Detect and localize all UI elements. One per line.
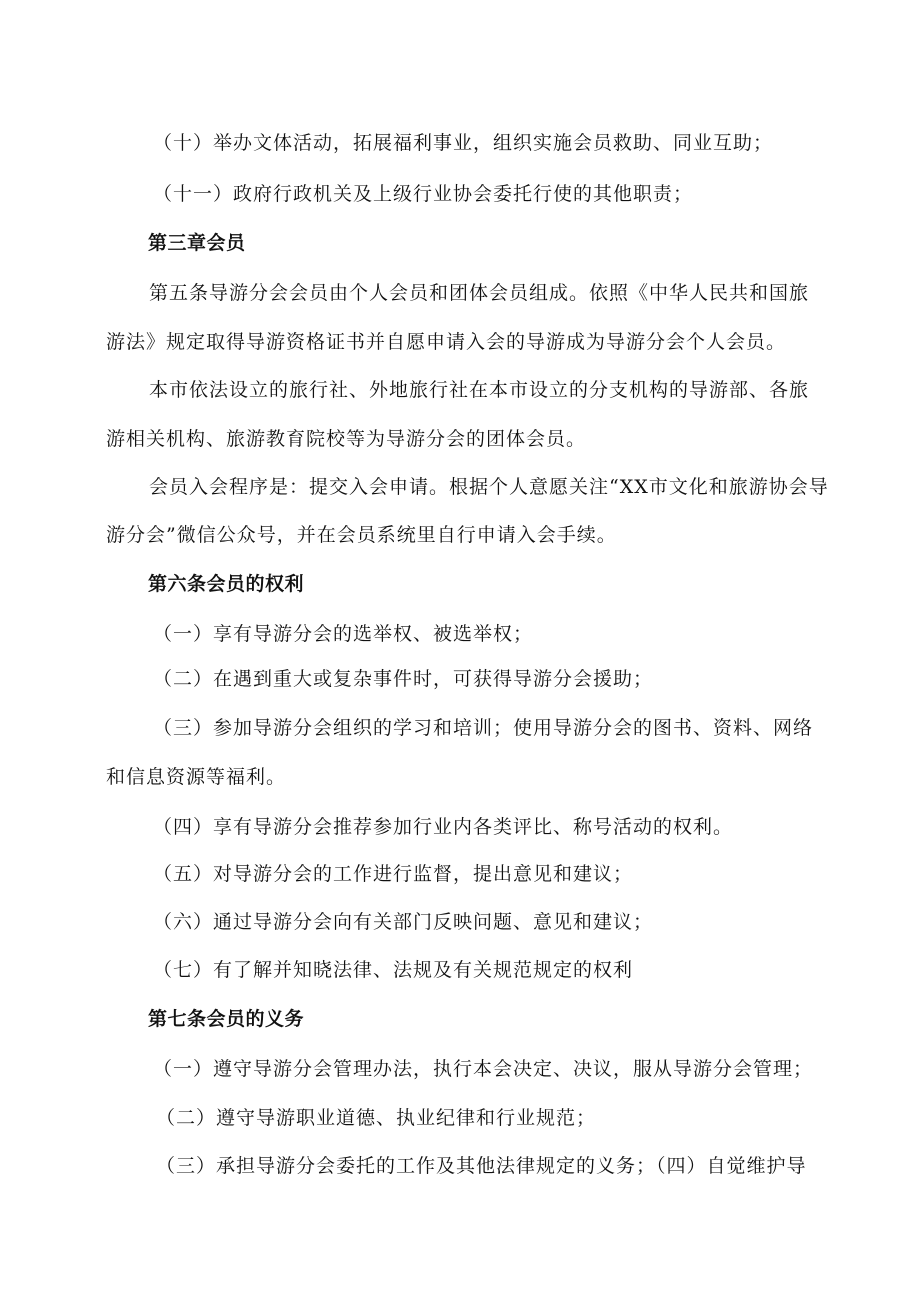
article-5-line-1: 第五条导游分会会员由个人会员和团体会员组成。依照《中华人民共和国旅 bbox=[149, 282, 810, 304]
right-7: （七）有了解并知晓法律、法规及有关规范规定的权利 bbox=[153, 959, 634, 981]
duty-1: （一）遵守导游分会管理办法，执行本会决定、决议，服从导游分会管理； bbox=[153, 1058, 814, 1080]
duty-3: （三）承担导游分会委托的工作及其他法律规定的义务；（四）自觉维护导 bbox=[156, 1155, 807, 1177]
right-3-line-1: （三）参加导游分会组织的学习和培训；使用导游分会的图书、资料、网络 bbox=[153, 717, 814, 739]
paragraph-application-line-1: 会员入会程序是：提交入会申请。根据个人意愿关注“XX市文化和旅游协会导 bbox=[149, 476, 829, 498]
paragraph-application-line-2: 游分会”微信公众号，并在会员系统里自行申请入会手续。 bbox=[106, 524, 617, 546]
duty-2: （二）遵守导游职业道德、执业纪律和行业规范； bbox=[156, 1107, 597, 1129]
paragraph-group-members-line-2: 游相关机构、旅游教育院校等为导游分会的团体会员。 bbox=[106, 428, 587, 450]
clause-10: （十）举办文体活动，拓展福利事业，组织实施会员救助、同业互助； bbox=[153, 132, 774, 154]
chapter-heading: 第三章会员 bbox=[148, 232, 246, 254]
article-5-line-2: 游法》规定取得导游资格证书并自愿申请入会的导游成为导游分会个人会员。 bbox=[106, 331, 787, 353]
right-3-line-2: 和信息资源等福利。 bbox=[106, 766, 287, 788]
right-1: （一）享有导游分会的选举权、被选举权； bbox=[153, 623, 534, 645]
paragraph-group-members-line-1: 本市依法设立的旅行社、外地旅行社在本市设立的分支机构的导游部、各旅 bbox=[149, 379, 810, 401]
article-6-heading: 第六条会员的权利 bbox=[148, 573, 305, 595]
clause-11: （十一）政府行政机关及上级行业协会委托行使的其他职责； bbox=[153, 183, 694, 205]
right-5: （五）对导游分会的工作进行监督，提出意见和建议； bbox=[153, 863, 634, 885]
right-6: （六）通过导游分会向有关部门反映问题、意见和建议； bbox=[153, 911, 654, 933]
right-4: （四）享有导游分会推荐参加行业内各类评比、称号活动的权利。 bbox=[153, 816, 734, 838]
right-2: （二）在遇到重大或复杂事件时，可获得导游分会援助； bbox=[153, 668, 654, 690]
article-7-heading: 第七条会员的义务 bbox=[148, 1008, 305, 1030]
